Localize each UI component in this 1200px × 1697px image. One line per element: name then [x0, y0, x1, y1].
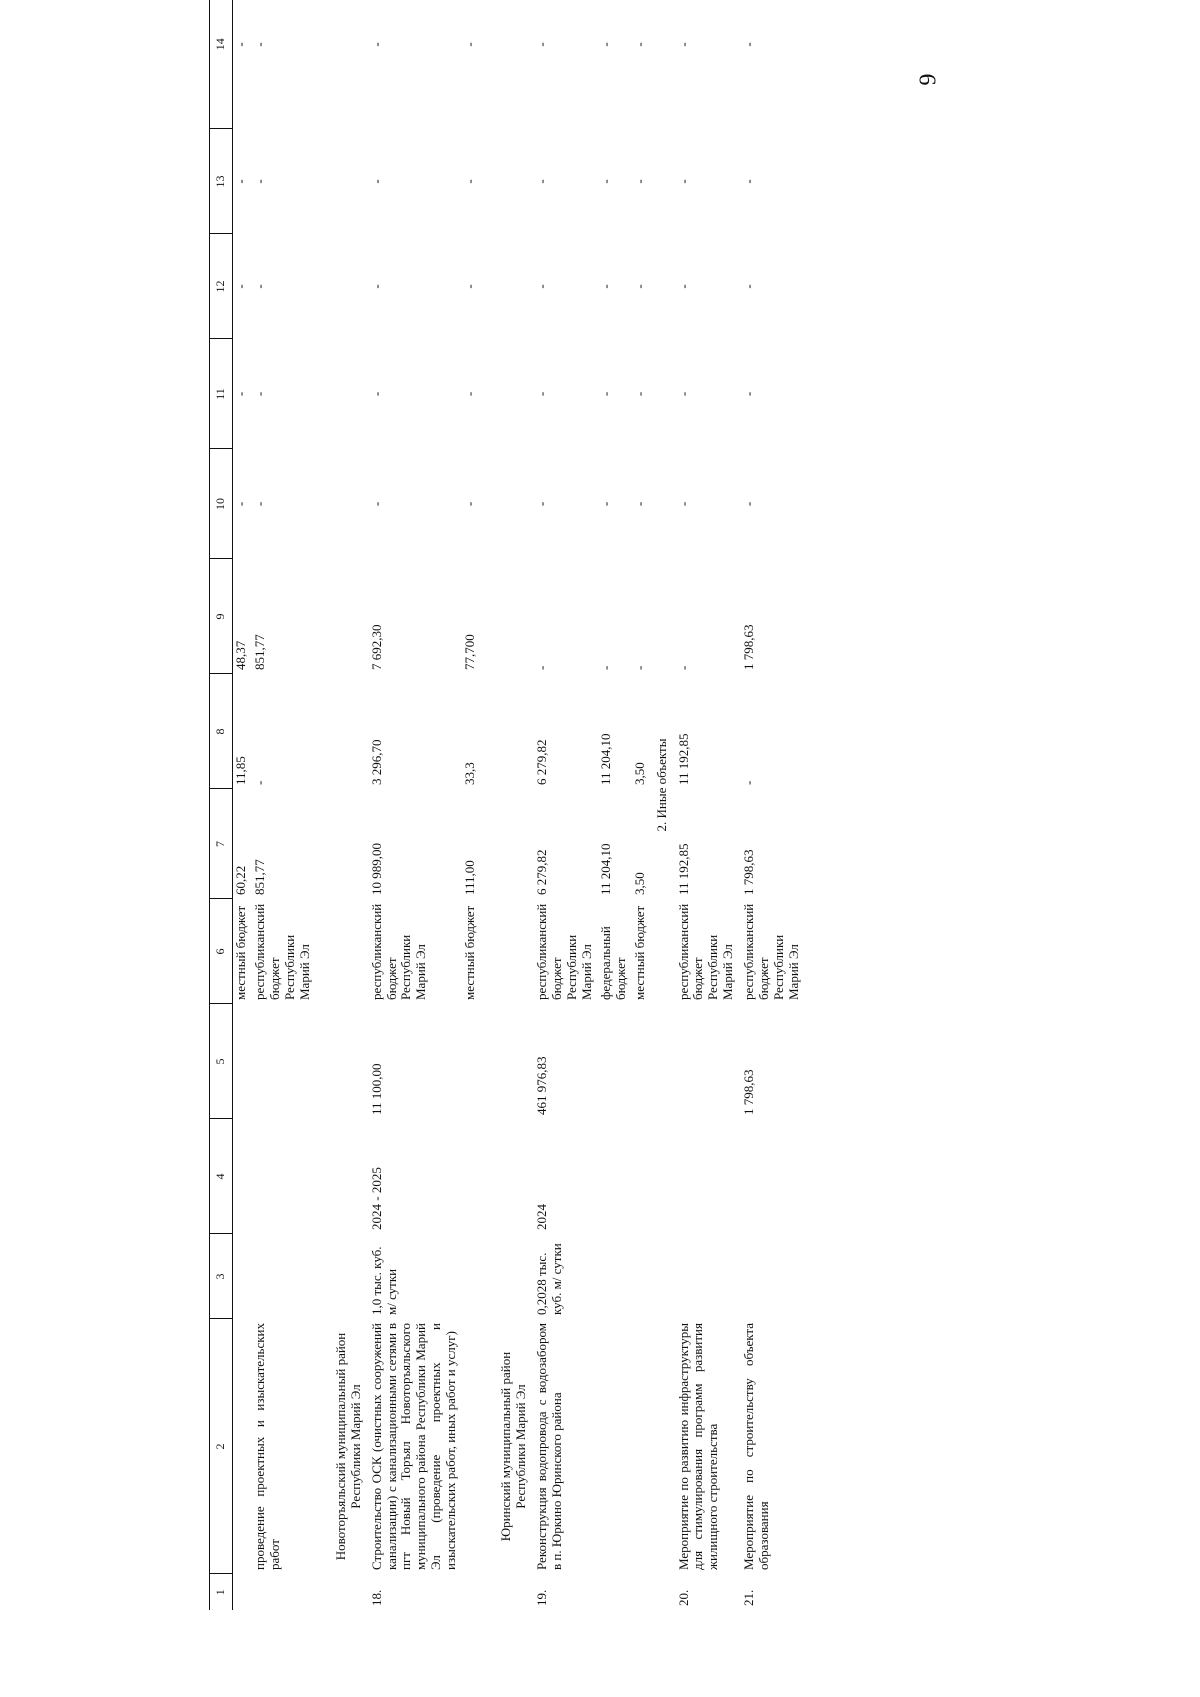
table-row-funding: [233, 0, 252, 1610]
cell-c8: 11 204,10: [597, 733, 613, 785]
cell-c1: [462, 1574, 481, 1610]
cell-c12: -: [233, 284, 248, 289]
cell-c5: [632, 1004, 651, 1119]
cell-c4: [598, 1119, 632, 1234]
cell-c8: 6 279,82: [534, 739, 549, 785]
cell-c4: [233, 1119, 252, 1234]
cell-c11: -: [251, 391, 267, 397]
cell-c10: -: [368, 501, 384, 507]
cell-c10: -: [462, 501, 478, 507]
cell-c3: 0,2028 тыс. куб. м/ сутки: [534, 1243, 564, 1315]
page-number: 6: [913, 73, 940, 86]
cell-c14: -: [631, 42, 647, 47]
cell-c11: -: [631, 391, 647, 397]
cell-c8: 11,85: [233, 756, 248, 785]
cell-c10: -: [741, 501, 757, 507]
cell-c1: 21.: [741, 1589, 757, 1606]
cell-empty: [316, 0, 367, 1319]
col-header-4: 4: [210, 1119, 233, 1234]
col-header-6: 6: [210, 899, 233, 1004]
cell-c10: -: [534, 501, 549, 507]
col-header-11: 11: [210, 339, 233, 449]
table-row-item: [739, 0, 805, 1610]
cell-c7: 1 798,63: [741, 849, 757, 895]
cell-c10: -: [251, 501, 267, 507]
cell-c6: местный бюджет: [631, 905, 647, 1000]
cell-c3: [674, 1234, 740, 1319]
cell-c5: [233, 1004, 252, 1119]
cell-c5: [674, 1004, 740, 1119]
cell-c2: проведение проектных и изыскательских работ: [251, 1323, 282, 1570]
cell-c3: [233, 1234, 252, 1319]
cell-c2: [598, 1319, 632, 1574]
cell-c4: 2024: [534, 1204, 549, 1230]
cell-c9: 48,37: [233, 640, 248, 670]
cell-c12: -: [631, 284, 647, 289]
cell-c8: 3 296,70: [368, 739, 384, 785]
investment-table: [209, 0, 805, 1610]
cell-c6: местный бюджет: [233, 905, 248, 1000]
cell-c14: -: [233, 42, 248, 47]
cell-c2: Строительство ОСК (очистных сооружений канализации) с канализационными сетями в пгт Новый Торъял Новоторъяльского муниципального района Республики Марий Эл (проведение проектных и изыскательских работ, иных работ и услуг): [368, 1323, 459, 1570]
cell-c11: -: [233, 391, 248, 397]
cell-c1: 18.: [368, 1589, 384, 1606]
cell-c1: 20.: [675, 1589, 691, 1606]
cell-c4: [252, 1119, 316, 1234]
col-header-1: 1: [210, 1574, 233, 1610]
table-row-funding: [462, 0, 481, 1610]
cell-c10: -: [233, 501, 248, 507]
col-header-10: 10: [210, 449, 233, 559]
cell-c11: -: [368, 391, 384, 397]
cell-c2: [462, 1319, 481, 1574]
cell-c11: -: [675, 391, 691, 397]
table-container: [209, 38, 1129, 1610]
district-name: Юринский муниципальный район Республики Марий Эл: [498, 1351, 529, 1542]
cell-c6: республиканский бюджет Республики Марий Эл: [675, 903, 736, 1000]
cell-c5: 1 798,63: [741, 1069, 757, 1115]
cell-c3: [462, 1234, 481, 1319]
col-header-9: 9: [210, 559, 233, 674]
cell-c13: -: [597, 179, 613, 184]
cell-c7: 3,50: [631, 872, 647, 895]
cell-c6: республиканский бюджет Республики Марий Эл: [368, 903, 429, 1000]
cell-c10: -: [675, 501, 691, 507]
cell-c3: [632, 1234, 651, 1319]
cell-c1: [598, 1574, 632, 1610]
cell-c9: -: [597, 665, 613, 670]
cell-c14: -: [741, 42, 757, 47]
cell-c5: [462, 1004, 481, 1119]
cell-c14: -: [462, 42, 478, 47]
cell-c6: федеральный бюджет: [597, 926, 628, 1000]
table-row-funding: [252, 0, 316, 1610]
col-header-12: 12: [210, 234, 233, 339]
cell-c6: республиканский бюджет Республики Марий Эл: [534, 903, 594, 1000]
cell-empty: [481, 0, 532, 1319]
cell-c1: 19.: [534, 1589, 549, 1606]
cell-c12: -: [368, 284, 384, 289]
table-row-item: [367, 0, 463, 1610]
section-title: 2. Иные объекты: [653, 738, 669, 832]
cell-c13: -: [631, 179, 647, 184]
cell-c5: [252, 1004, 316, 1119]
cell-c12: -: [675, 284, 691, 289]
cell-c9: -: [675, 665, 691, 670]
rotated-sheet: [209, 38, 1129, 1610]
cell-c5: 461 976,83: [534, 1056, 549, 1115]
cell-c4: [462, 1119, 481, 1234]
cell-c13: -: [534, 179, 549, 184]
cell-c2: [632, 1319, 651, 1574]
cell-c1: [632, 1574, 651, 1610]
cell-c1: [233, 1574, 252, 1610]
cell-c3: [598, 1234, 632, 1319]
cell-c12: -: [462, 284, 478, 289]
cell-c7: 10 989,00: [368, 843, 384, 895]
cell-c10: -: [631, 501, 647, 507]
cell-c10: -: [597, 501, 613, 507]
col-header-13: 13: [210, 129, 233, 234]
cell-c7: 851,77: [251, 859, 267, 895]
col-header-14: 14: [210, 0, 233, 129]
cell-c6: местный бюджет: [462, 905, 478, 1000]
cell-c5: 11 100,00: [368, 1063, 384, 1115]
cell-c12: -: [597, 284, 613, 289]
cell-c2: Мероприятие по развитию инфраструктуры для стимулирования программ развития жилищного строительства: [675, 1323, 721, 1570]
cell-c2: Реконструкция водопровода с водозабором в п. Юркино Юринского района: [534, 1323, 564, 1570]
cell-c14: -: [368, 42, 384, 47]
cell-c11: -: [597, 391, 613, 397]
col-header-3: 3: [210, 1234, 233, 1319]
cell-c14: -: [251, 42, 267, 47]
table-row-funding: [598, 0, 632, 1610]
cell-c13: -: [233, 179, 248, 184]
cell-c4: 2024 - 2025: [368, 1167, 384, 1230]
col-header-5: 5: [210, 1004, 233, 1119]
cell-c13: -: [675, 179, 691, 184]
cell-c14: -: [675, 42, 691, 47]
cell-c12: -: [251, 284, 267, 289]
section-row: [651, 0, 674, 1610]
cell-c7: 60,22: [233, 865, 248, 895]
district-row: [481, 0, 532, 1610]
cell-c4: [632, 1119, 651, 1234]
cell-empty: [316, 1574, 367, 1610]
district-name: Новоторъяльский муниципальный район Республики Марий Эл: [332, 1332, 363, 1561]
district-row: [316, 0, 367, 1610]
cell-c9: 77,700: [462, 634, 478, 670]
cell-c3: [739, 1234, 805, 1319]
cell-c12: -: [741, 284, 757, 289]
cell-c9: 1 798,63: [741, 624, 757, 670]
cell-c8: 33,3: [462, 762, 478, 785]
cell-c4: [739, 1119, 805, 1234]
cell-c11: -: [534, 391, 549, 397]
cell-c9: -: [534, 665, 549, 670]
cell-c7: 111,00: [462, 860, 478, 895]
cell-c2: Мероприятие по строительству объекта образования: [741, 1323, 772, 1570]
cell-c9: -: [631, 665, 647, 670]
cell-c3: 1,0 тыс. куб. м/ сутки: [368, 1246, 399, 1315]
cell-c4: [674, 1119, 740, 1234]
cell-c14: -: [534, 42, 549, 47]
cell-c11: -: [462, 391, 478, 397]
cell-c13: -: [251, 179, 267, 184]
cell-c6: республиканский бюджет Республики Марий Эл: [741, 903, 802, 1000]
cell-c13: -: [741, 179, 757, 184]
table-row-item: [532, 0, 598, 1610]
table-body: [233, 0, 806, 1610]
cell-c3: [252, 1234, 316, 1319]
cell-c8: 3,50: [631, 762, 647, 785]
cell-c9: 7 692,30: [368, 624, 384, 670]
col-header-2: 2: [210, 1319, 233, 1574]
cell-c13: -: [462, 179, 478, 184]
cell-c6: республиканский бюджет Республики Марий Эл: [251, 903, 312, 1000]
table-row-item: [674, 0, 740, 1610]
cell-c8: 11 192,85: [675, 733, 691, 785]
cell-c7: 11 204,10: [597, 843, 613, 895]
cell-c8: -: [251, 780, 267, 785]
cell-c7: 6 279,82: [534, 849, 549, 895]
cell-c11: -: [741, 391, 757, 397]
col-header-8: 8: [210, 674, 233, 789]
header-row: [210, 0, 233, 1610]
cell-c1: [252, 1574, 316, 1610]
cell-c2: [233, 1319, 252, 1574]
cell-empty: [481, 1574, 532, 1610]
cell-c5: [598, 1004, 632, 1119]
cell-c7: 11 192,85: [675, 843, 691, 895]
cell-c8: -: [741, 780, 757, 785]
cell-c14: -: [597, 42, 613, 47]
table-row-funding: [632, 0, 651, 1610]
cell-c9: 851,77: [251, 634, 267, 670]
cell-c13: -: [368, 179, 384, 184]
col-header-7: 7: [210, 789, 233, 899]
cell-c12: -: [534, 284, 549, 289]
